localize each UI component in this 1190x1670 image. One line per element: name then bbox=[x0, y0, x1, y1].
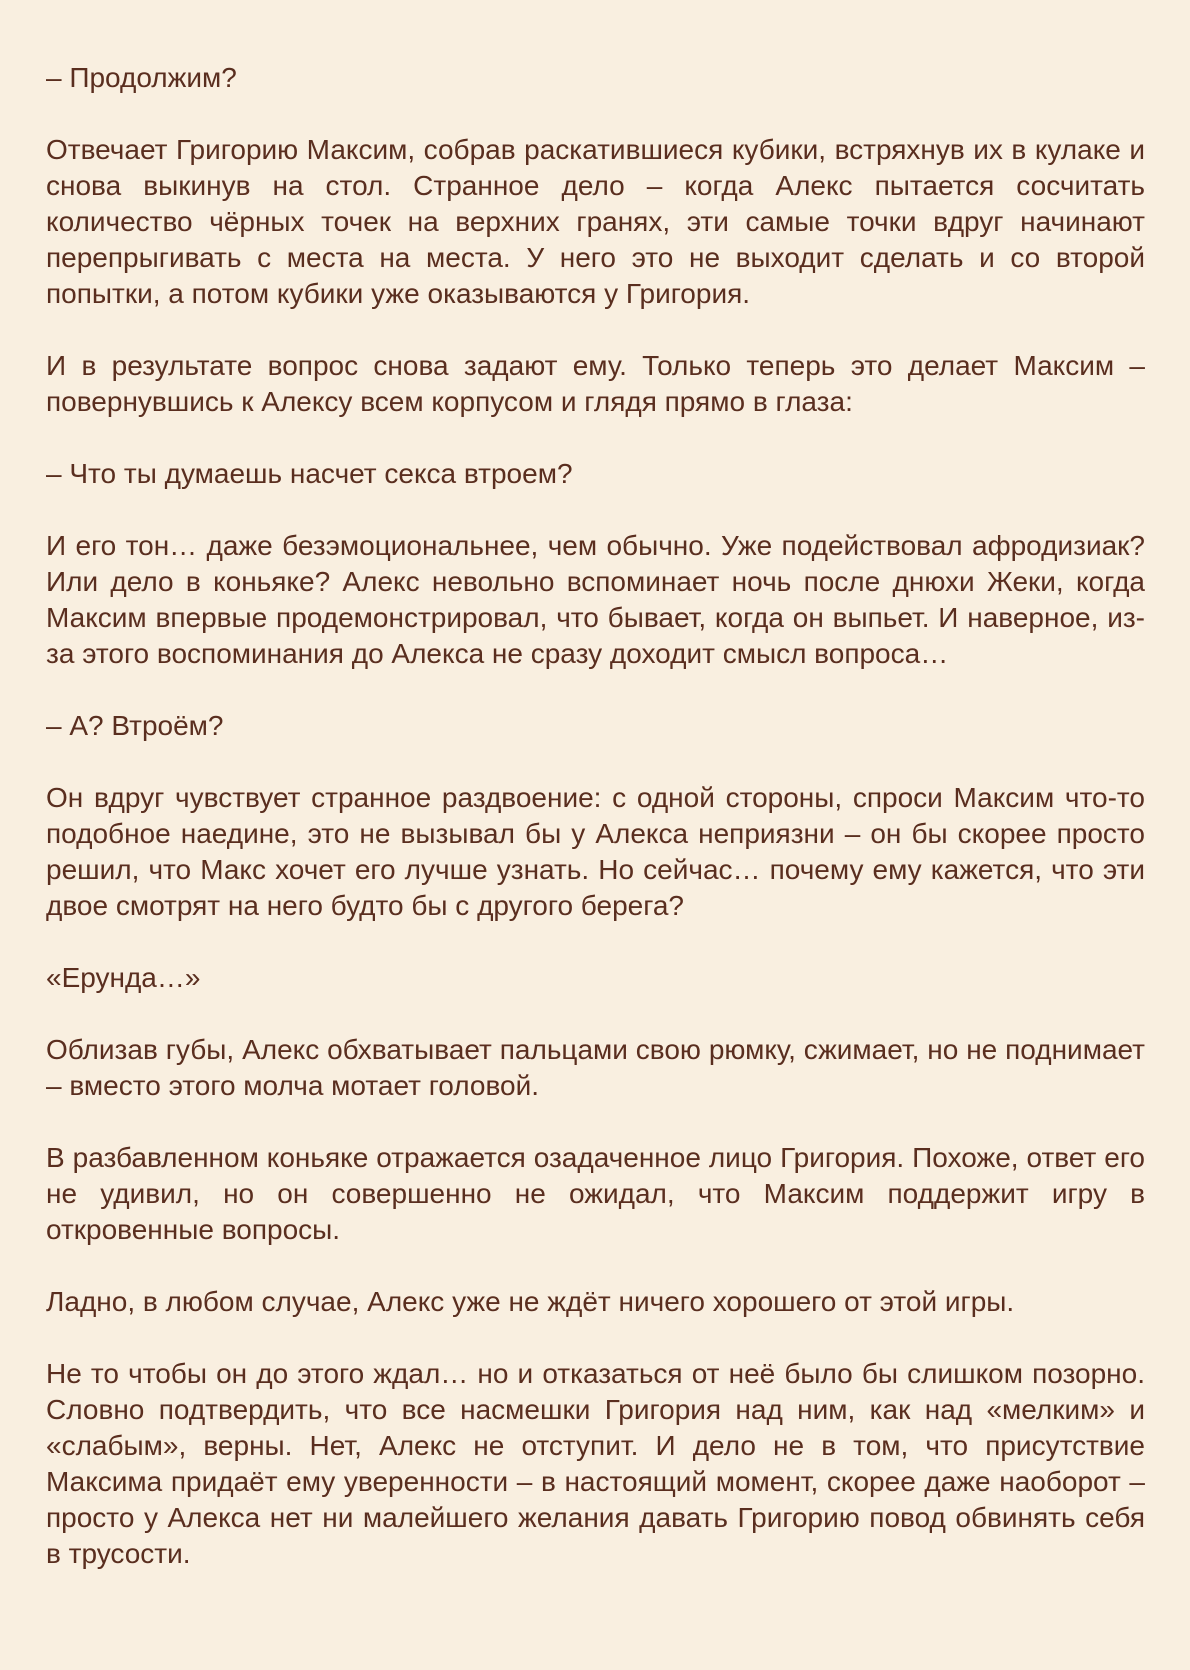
paragraph-10: В разбавленном коньяке отражается озадаченное лицо Григория. Похоже, ответ его не удивил, но он совершенно не ожидал, что Максим поддержит игру в откровенные вопросы. bbox=[46, 1142, 1145, 1245]
paragraph-6: – А? Втроём? bbox=[46, 710, 224, 741]
paragraph-5: И его тон… даже безэмоциональнее, чем обычно. Уже подействовал афродизиак? Или дело в коньяке? Алекс невольно вспоминает ночь после днюхи Жеки, когда Максим впервые продемонстрировал, что бывает, когда он выпьет. И наверное, из-за этого воспоминания до Алекса не сразу доходит смысл вопроса… bbox=[46, 530, 1145, 669]
paragraph-8: «Ерунда…» bbox=[46, 962, 201, 993]
paragraph-1: – Продолжим? bbox=[46, 62, 237, 93]
paragraph-4: – Что ты думаешь насчет секса втроем? bbox=[46, 458, 573, 489]
paragraph-11: Ладно, в любом случае, Алекс уже не ждёт ничего хорошего от этой игры. bbox=[46, 1286, 1015, 1317]
paragraph-2: Отвечает Григорию Максим, собрав раскатившиеся кубики, встряхнув их в кулаке и снова выкинув на стол. Странное дело – когда Алекс пытается сосчитать количество чёрных точек на верхних гранях, эти самые точки вдруг начинают перепрыгивать с места на места. У него это не выходит сделать и со второй попытки, а потом кубики уже оказываются у Григория. bbox=[46, 134, 1145, 309]
paragraph-12: Не то чтобы он до этого ждал… но и отказаться от неё было бы слишком позорно. Словно подтвердить, что все насмешки Григория над ним, как над «мелким» и «слабым», верны. Нет, Алекс не отступит. И дело не в том, что присутствие Максима придаёт ему уверенности – в настоящий момент, скорее даже наоборот – просто у Алекса нет ни малейшего желания давать Григорию повод обвинять себя в трусости. bbox=[46, 1358, 1145, 1569]
paragraph-7: Он вдруг чувствует странное раздвоение: с одной стороны, спроси Максим что-то подобное наедине, это не вызывал бы у Алекса неприязни – он бы скорее просто решил, что Макс хочет его лучше узнать. Но сейчас… почему ему кажется, что эти двое смотрят на него будто бы с другого берега? bbox=[46, 782, 1145, 921]
paragraph-3: И в результате вопрос снова задают ему. Только теперь это делает Максим – повернувшись к Алексу всем корпусом и глядя прямо в глаза: bbox=[46, 350, 1145, 417]
paragraph-9: Облизав губы, Алекс обхватывает пальцами свою рюмку, сжимает, но не поднимает – вместо этого молча мотает головой. bbox=[46, 1034, 1145, 1101]
